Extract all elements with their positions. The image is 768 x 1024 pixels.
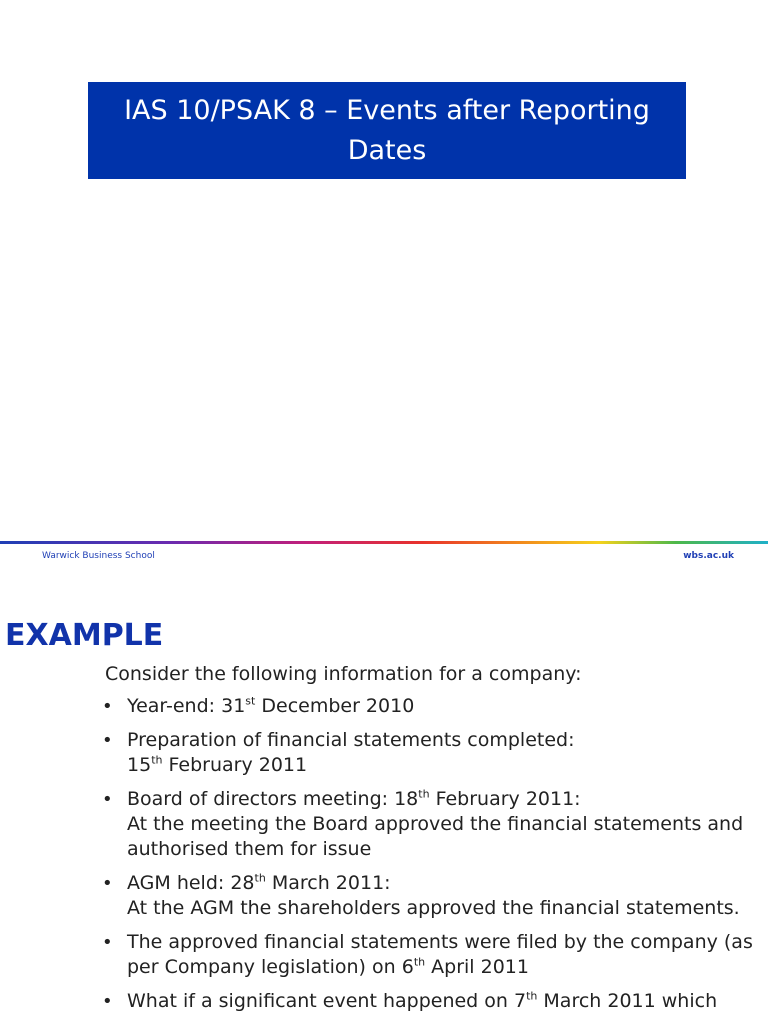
slide-title-line-2: Dates bbox=[347, 134, 427, 166]
text-segment: February 2011 bbox=[162, 754, 308, 776]
footer-school-name: Warwick Business School bbox=[42, 551, 155, 561]
superscript: th bbox=[413, 955, 426, 969]
bullet-line bbox=[127, 955, 768, 980]
bullet-icon: • bbox=[102, 696, 113, 717]
footer-website: wbs.ac.uk bbox=[683, 551, 734, 561]
bullet-icon: • bbox=[102, 932, 113, 953]
text-segment: April 2011 bbox=[425, 956, 529, 978]
bullet-line bbox=[127, 787, 768, 812]
list-item bbox=[100, 787, 768, 862]
slide-title bbox=[104, 91, 670, 171]
superscript: th bbox=[418, 787, 430, 801]
bullet-line: authorised them for issue bbox=[127, 838, 372, 860]
example-heading: EXAMPLE bbox=[5, 618, 164, 653]
text-segment: March 2011: bbox=[265, 872, 391, 894]
bullet-line: At the meeting the Board approved the financial statements and bbox=[127, 813, 744, 835]
text-segment: February 2011: bbox=[429, 788, 581, 810]
slide-title-line-1: IAS 10/PSAK 8 – Events after Reporting bbox=[124, 94, 650, 126]
intro-text: Consider the following information for a company: bbox=[105, 663, 582, 685]
text-segment: December 2010 bbox=[255, 695, 415, 717]
list-item bbox=[100, 871, 768, 921]
list-item bbox=[100, 989, 768, 1014]
bullet-icon: • bbox=[102, 873, 113, 894]
bullet-line: At the AGM the shareholders approved the financial statements. bbox=[127, 897, 740, 919]
bullet-line: Preparation of financial statements completed: bbox=[127, 729, 575, 751]
superscript: st bbox=[245, 694, 256, 708]
bullet-icon: • bbox=[102, 789, 113, 810]
bullet-line: The approved financial statements were filed by the company (as bbox=[127, 931, 753, 953]
bullet-list bbox=[100, 694, 768, 1023]
slide-title-box bbox=[88, 82, 686, 179]
bullet-line bbox=[127, 753, 768, 778]
superscript: th bbox=[526, 989, 538, 1003]
list-item bbox=[100, 930, 768, 980]
text-segment: Year-end: 31 bbox=[127, 695, 246, 717]
rainbow-divider bbox=[0, 541, 768, 544]
text-segment: March 2011 which bbox=[537, 990, 718, 1012]
bullet-line bbox=[127, 694, 768, 719]
list-item bbox=[100, 694, 768, 719]
superscript: th bbox=[254, 871, 266, 885]
text-segment: 15 bbox=[127, 754, 152, 776]
text-segment: Board of directors meeting: 18 bbox=[127, 788, 419, 810]
bullet-line bbox=[127, 871, 768, 896]
text-segment: AGM held: 28 bbox=[127, 872, 255, 894]
bullet-icon: • bbox=[102, 991, 113, 1012]
text-segment: per Company legislation) on 6 bbox=[127, 956, 414, 978]
bullet-icon: • bbox=[102, 730, 113, 751]
superscript: th bbox=[151, 753, 163, 767]
list-item bbox=[100, 728, 768, 778]
text-segment: What if a significant event happened on 7 bbox=[127, 990, 527, 1012]
bullet-line bbox=[127, 989, 768, 1014]
